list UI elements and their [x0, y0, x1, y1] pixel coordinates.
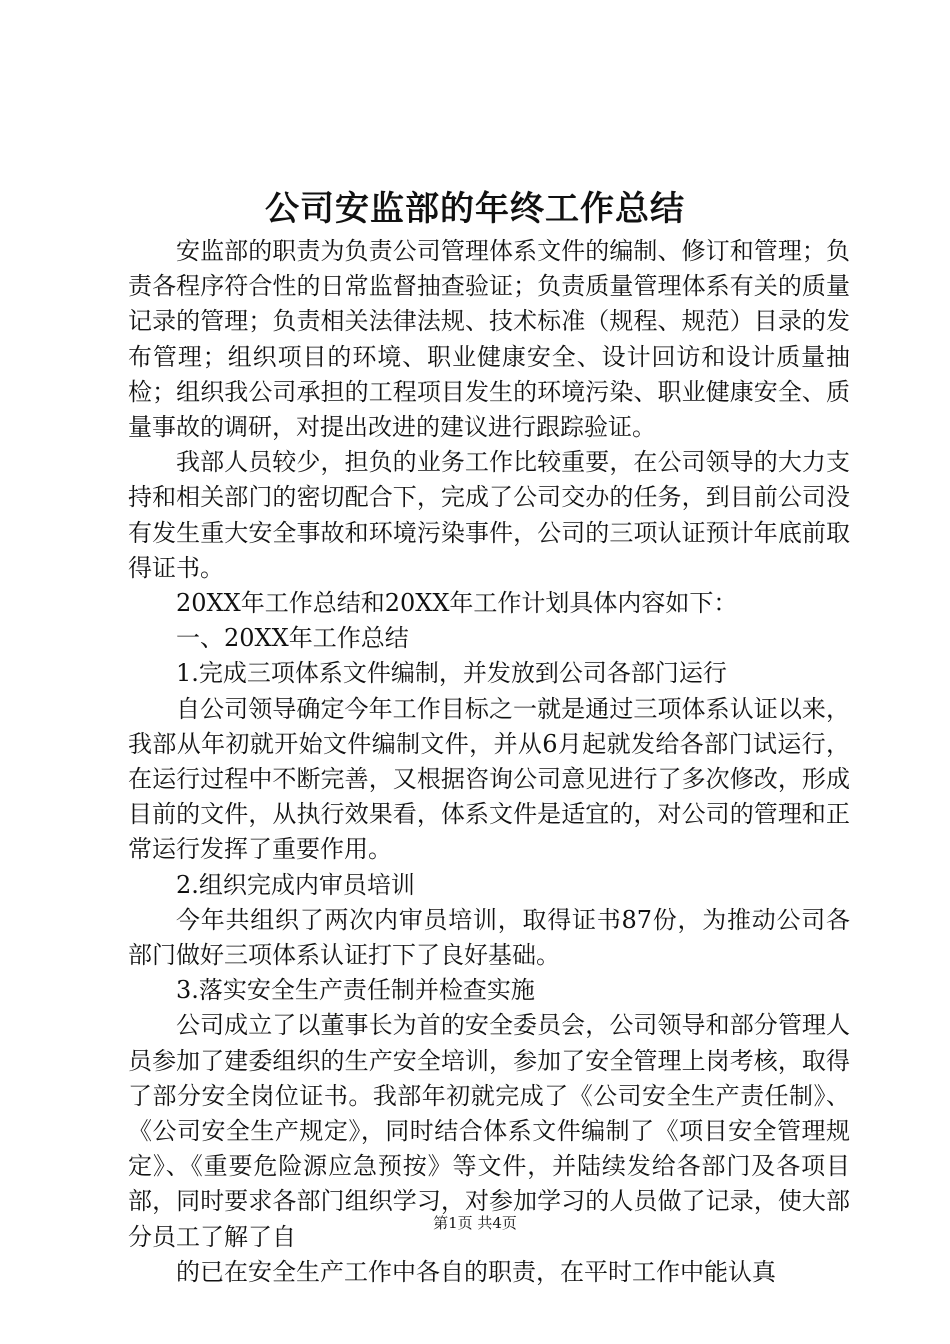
- paragraph-intro: 20XX年工作总结和20XX年工作计划具体内容如下：: [176, 589, 738, 618]
- subheading-1: 1.完成三项体系文件编制，并发放到公司各部门运行: [176, 659, 727, 688]
- paragraph-safety: 公司成立了以董事长为首的安全委员会，公司领导和部分管理人员参加了建委组织的生产安全培训，参加了安全管理上岗考核，取得了部分安全岗位证书。我部年初就完成了《公司安全生产责任制》、《公司安全生产规定》，同时结合体系文件编制了《项目安全管理规定》、《重要危险源应急预按》等文件，并陆续发给各部门及各项目部，同时要求各部门组织学习，对参加学习的人员做了记录，使大部分员工了解了自: [128, 1011, 850, 1251]
- paragraph-overview: 我部人员较少，担负的业务工作比较重要，在公司领导的大力支持和相关部门的密切配合下，完成了公司交办的任务，到目前公司没有发生重大安全事故和环境污染事件，公司的三项认证预计年底前取得证书。: [128, 448, 850, 582]
- document-title: 公司安监部的年终工作总结: [265, 189, 685, 229]
- page-number-footer: 第1页 共4页: [433, 1214, 517, 1232]
- paragraph-continued: 的已在安全生产工作中各自的职责，在平时工作中能认真: [176, 1257, 776, 1286]
- section-heading-summary: 一、20XX年工作总结: [176, 624, 409, 653]
- paragraph-duties: 安监部的职责为负责公司管理体系文件的编制、修订和管理；负责各程序符合性的日常监督抽查验证；负责质量管理体系有关的质量记录的管理；负责相关法律法规、技术标准（规程、规范）目录的发布管理；组织项目的环境、职业健康安全、设计回访和设计质量抽检；组织我公司承担的工程项目发生的环境污染、职业健康安全、质量事故的调研，对提出改进的建议进行跟踪验证。: [128, 237, 850, 442]
- subheading-3: 3.落实安全生产责任制并检查实施: [176, 976, 535, 1005]
- paragraph-system-docs: 自公司领导确定今年工作目标之一就是通过三项体系认证以来，我部从年初就开始文件编制文件，并从6月起就发给各部门试运行，在运行过程中不断完善，又根据咨询公司意见进行了多次修改，形成目前的文件，从执行效果看，体系文件是适宜的，对公司的管理和正常运行发挥了重要作用。: [128, 694, 850, 864]
- subheading-2: 2.组织完成内审员培训: [176, 870, 415, 899]
- document-body: [128, 234, 850, 1290]
- paragraph-training: 今年共组织了两次内审员培训，取得证书87份，为推动公司各部门做好三项体系认证打下了良好基础。: [128, 905, 850, 970]
